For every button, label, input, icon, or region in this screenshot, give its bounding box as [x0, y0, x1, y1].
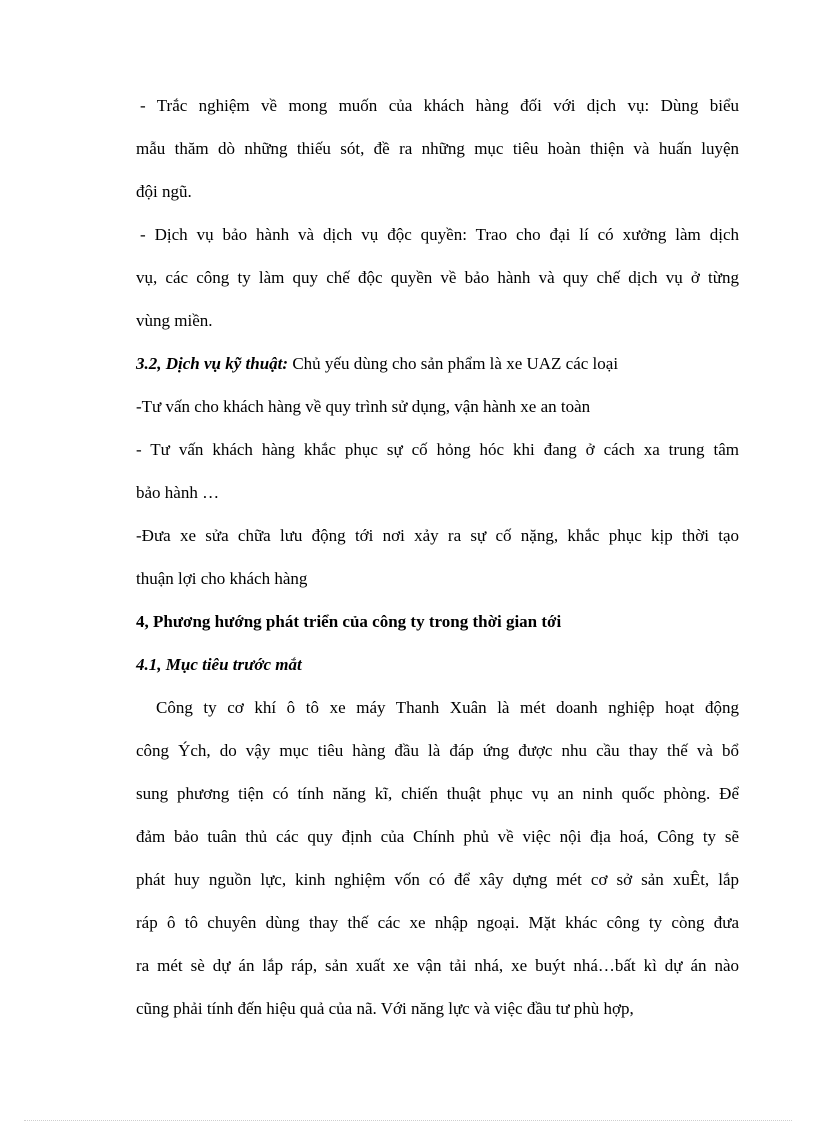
page-bottom-divider	[24, 1120, 792, 1121]
text-line: - Dịch vụ bảo hành và dịch vụ độc quyền: Trao cho đại lí có xưởng làm dịch	[140, 225, 739, 244]
text-line: thuận lợi cho khách hàng	[136, 569, 308, 588]
text-line: mẫu thăm dò những thiếu sót, đề ra những mục tiêu hoàn thiện và huấn luyện	[136, 139, 739, 158]
text-line: -Đưa xe sửa chữa lưu động tới nơi xảy ra sự cố nặng, khắc phục kịp thời tạo	[136, 526, 739, 545]
paragraph-line: ráp ô tô chuyên dùng thay thế các xe nhập ngoại. Mặt khác công ty còng đưa	[136, 913, 739, 932]
paragraph-line: đảm bảo tuân thủ các quy định của Chính phủ về việc nội địa hoá, Công ty sẽ	[136, 827, 739, 846]
paragraph-line: sung phương tiện có tính năng kĩ, chiến thuật phục vụ an ninh quốc phòng. Để	[136, 784, 739, 803]
text-line: - Tư vấn khách hàng khắc phục sự cố hỏng hóc khi đang ở cách xa trung tâm	[136, 440, 739, 459]
document-page	[136, 84, 739, 1030]
section-3-2-heading: 3.2, Dịch vụ kỹ thuật:	[136, 354, 289, 373]
text-line: đội ngũ.	[136, 182, 192, 201]
paragraph-line: Công ty cơ khí ô tô xe máy Thanh Xuân là mét doanh nghiệp hoạt động	[156, 698, 739, 717]
text-line: vùng miền.	[136, 311, 213, 330]
section-3-2-text: Chủ yếu dùng cho sản phẩm là xe UAZ các loại	[288, 354, 619, 373]
paragraph-line: phát huy nguồn lực, kinh nghiệm vốn có để xây dựng mét cơ sở sản xuÊt, lắp	[136, 870, 739, 889]
text-line: -Tư vấn cho khách hàng về quy trình sử dụng, vận hành xe an toàn	[136, 397, 591, 416]
text-line: vụ, các công ty làm quy chế độc quyền về bảo hành và quy chế dịch vụ ở từng	[136, 268, 739, 287]
paragraph-line: ra mét sè dự án lắp ráp, sản xuất xe vận tải nhá, xe buýt nhá…bất kì dự án nào	[136, 956, 739, 975]
paragraph-line: cũng phải tính đến hiệu quả của nã. Với năng lực và việc đầu tư phù hợp,	[136, 999, 634, 1018]
section-4-1-heading: 4.1, Mục tiêu trước mắt	[136, 655, 302, 674]
paragraph-line: công Ých, do vậy mục tiêu hàng đầu là đáp ứng được nhu cầu thay thế và bổ	[136, 741, 739, 760]
section-3-2-line	[136, 342, 739, 385]
section-4-heading: 4, Phương hướng phát triển của công ty trong thời gian tới	[136, 612, 562, 631]
text-line: bảo hành …	[136, 483, 220, 502]
text-line: - Trắc nghiệm về mong muốn của khách hàng đối với dịch vụ: Dùng biểu	[140, 96, 739, 115]
